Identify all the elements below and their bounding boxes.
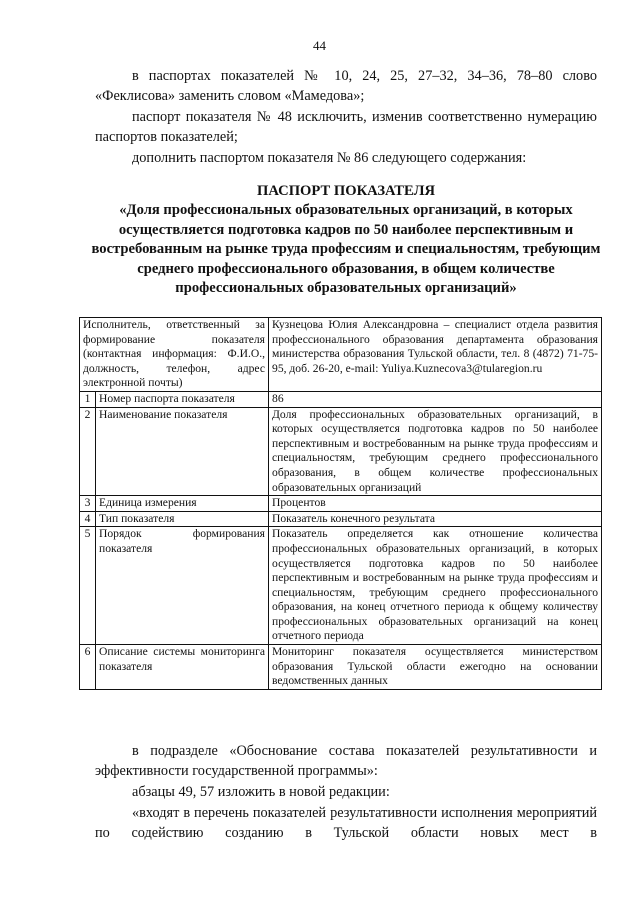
- table-row: [80, 511, 602, 527]
- row-number: 2: [80, 407, 96, 496]
- passport-subtitle: «Доля профессиональных образовательных организаций, в которых осуществляется подготовка кадров по 50 наиболее перспективным и востребованным на рынке труда профессиям и специальностям, требующим среднего профессионального образования, в общем количестве профессиональных образовательных организаций»: [91, 202, 601, 296]
- row-label: Наименование показателя: [96, 407, 269, 496]
- table-row: [80, 645, 602, 690]
- row-value: Мониторинг показателя осуществляется министерством образования Тульской области ежегодно на основании ведомственных данных: [269, 645, 602, 690]
- row-value: Доля профессиональных образовательных организаций, в которых осуществляется подготовка кадров по 50 наиболее перспективным и востребованным на рынке труда профессиям и специальностям, требующим среднего профессионального образования, в общем количестве профессиональных образовательных организаций: [269, 407, 602, 496]
- intro-paragraph-3: дополнить паспортом показателя № 86 следующего содержания:: [132, 150, 527, 166]
- table-row: [80, 407, 602, 496]
- passport-title: ПАСПОРТ ПОКАЗАТЕЛЯ: [257, 183, 435, 199]
- row-value: Показатель определяется как отношение количества профессиональных образовательных организаций, в которых осуществляется подготовка кадров по 50 наиболее перспективным и востребованным на рынке труда профессиям и специальностям, требующим среднего профессионального образования, на конец отчетного периода к общему количеству профессиональных образовательных организаций на конец отчетного периода: [269, 527, 602, 645]
- row-number: 1: [80, 391, 96, 407]
- row-label: Единица измерения: [96, 496, 269, 512]
- intro-paragraph-1: в паспортах показателей № 10, 24, 25, 27–32, 34–36, 78–80 слово «Феклисова» заменить словом «Мамедова»;: [95, 68, 597, 104]
- row-number: 5: [80, 527, 96, 645]
- table-row: [80, 318, 602, 392]
- row-label: Номер паспорта показателя: [96, 391, 269, 407]
- row-number: 6: [80, 645, 96, 690]
- executor-label: Исполнитель, ответственный за формирование показателя (контактная информация: Ф.И.О., должность, телефон, адрес электронной почты): [80, 318, 269, 392]
- row-value: 86: [269, 391, 602, 407]
- row-label: Описание системы мониторинга показателя: [96, 645, 269, 690]
- row-value: Процентов: [269, 496, 602, 512]
- row-number: 3: [80, 496, 96, 512]
- passport-table: [79, 317, 602, 690]
- row-number: 4: [80, 511, 96, 527]
- table-row: [80, 391, 602, 407]
- row-label: Тип показателя: [96, 511, 269, 527]
- page-number: 44: [313, 38, 326, 53]
- row-value: Показатель конечного результата: [269, 511, 602, 527]
- executor-value: Кузнецова Юлия Александровна – специалист отдела развития профессионального образования департамента образования министерства образования Тульской области, тел. 8 (4872) 71-75-95, доб. 26-20, e-mail: Yuliya.Kuznecova3@tularegion.ru: [269, 318, 602, 392]
- outro-paragraph-3: «входят в перечень показателей результативности исполнения мероприятий по содействию созданию в Тульской области новых мест в: [95, 805, 597, 841]
- table-row: [80, 496, 602, 512]
- table-row: [80, 527, 602, 645]
- intro-paragraph-2: паспорт показателя № 48 исключить, изменив соответственно нумерацию паспортов показателей;: [95, 109, 597, 145]
- outro-paragraph-2: абзацы 49, 57 изложить в новой редакции:: [132, 784, 390, 800]
- outro-paragraph-1: в подразделе «Обоснование состава показателей результативности и эффективности государственной программы»:: [95, 743, 597, 779]
- row-label: Порядок формирования показателя: [96, 527, 269, 645]
